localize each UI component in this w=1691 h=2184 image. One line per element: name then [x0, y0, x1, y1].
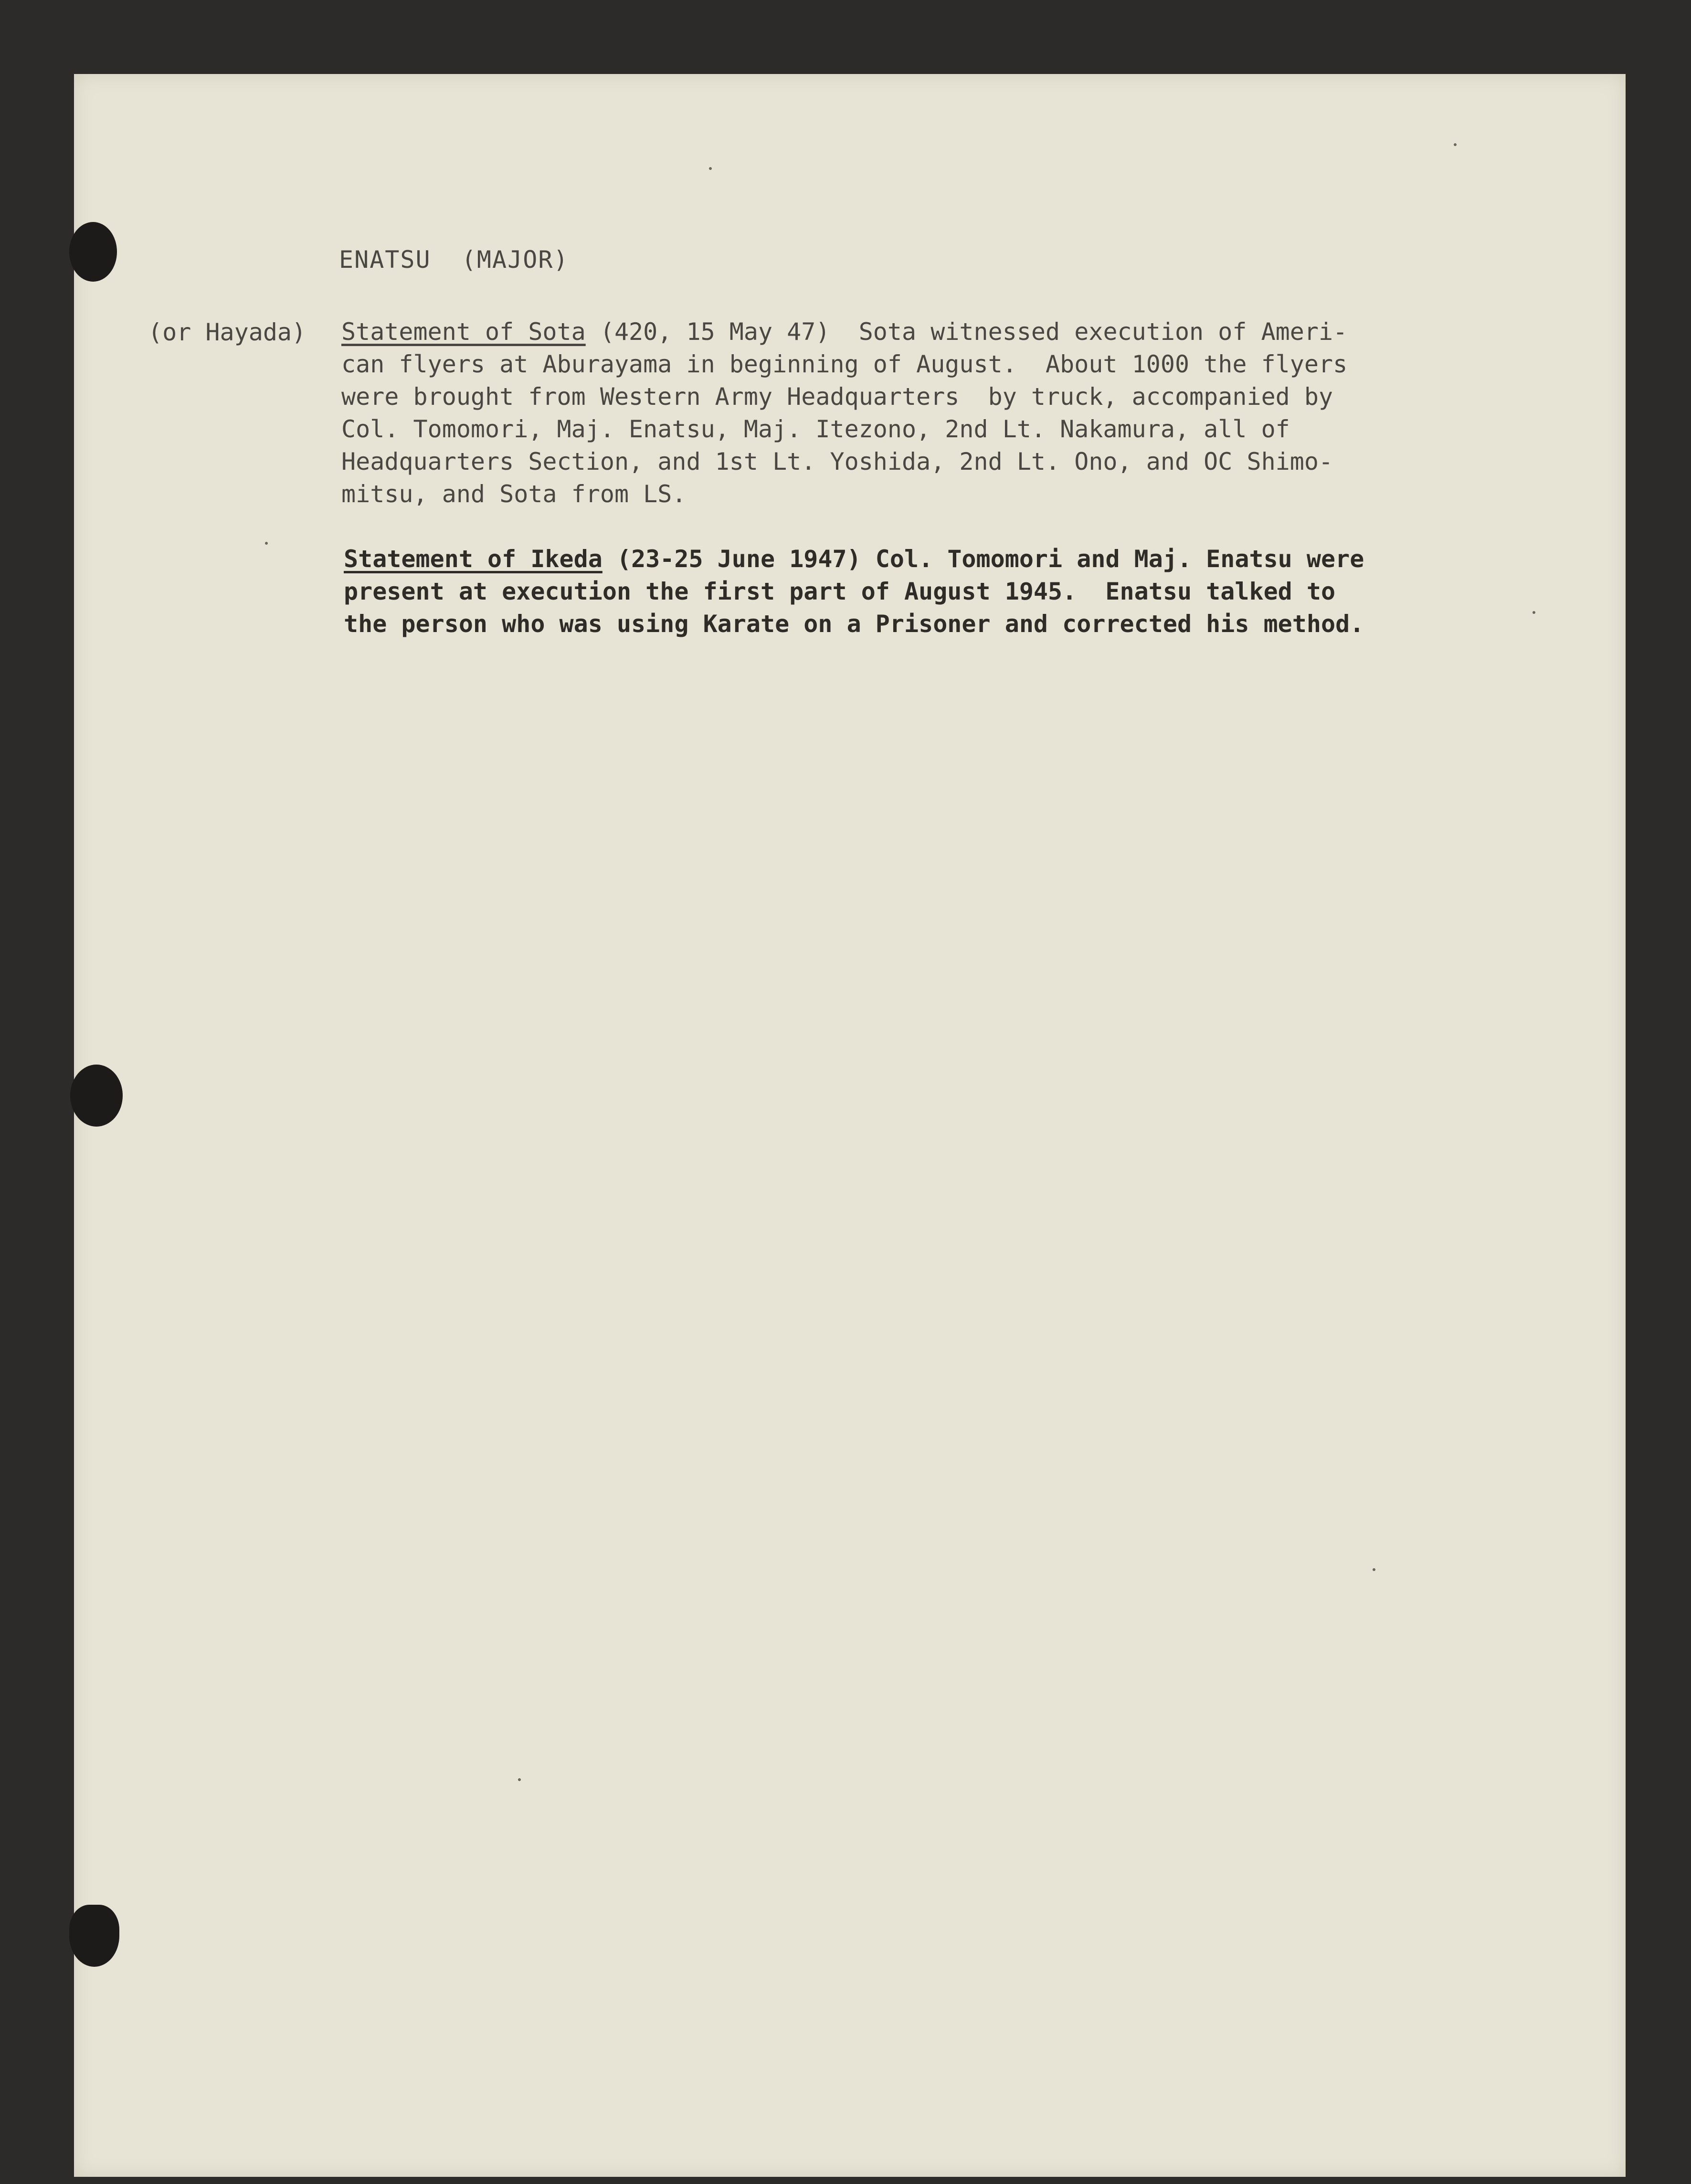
binder-hole-top — [69, 222, 117, 282]
statement-sota-line: mitsu, and Sota from LS. — [341, 480, 687, 508]
statement-sota-line: Col. Tomomori, Maj. Enatsu, Maj. Itezono, 2nd Lt. Nakamura, all of — [341, 415, 1290, 443]
paper-speck — [1454, 143, 1457, 146]
statement-ikeda-title: Statement of Ikeda — [344, 545, 602, 573]
paper-speck — [265, 542, 268, 545]
paper-speck — [709, 167, 712, 170]
binder-hole-middle — [70, 1065, 123, 1127]
paper-speck — [518, 1778, 521, 1781]
statement-ikeda-line: present at execution the first part of August 1945. Enatsu talked to — [344, 578, 1336, 605]
statement-sota-line: Headquarters Section, and 1st Lt. Yoshida, 2nd Lt. Ono, and OC Shimo- — [341, 448, 1333, 475]
statement-sota-line: can flyers at Aburayama in beginning of August. About 1000 the flyers — [341, 350, 1348, 378]
document-page — [74, 74, 1626, 2177]
paper-speck — [1532, 611, 1535, 614]
statement-sota-line: (420, 15 May 47) Sota witnessed execution of Ameri- — [585, 318, 1348, 346]
statement-ikeda — [344, 543, 1364, 640]
document-heading: ENATSU (MAJOR) — [339, 246, 569, 274]
paper-speck — [1373, 1568, 1375, 1571]
statement-sota — [341, 316, 1347, 510]
binder-hole-bottom — [69, 1905, 119, 1967]
statement-sota-title: Statement of Sota — [341, 318, 586, 346]
statement-sota-line: were brought from Western Army Headquarters by truck, accompanied by — [341, 383, 1333, 411]
margin-note: (or Hayada) — [148, 318, 306, 346]
statement-ikeda-line: the person who was using Karate on a Prisoner and corrected his method. — [344, 610, 1364, 638]
statement-ikeda-line: (23-25 June 1947) Col. Tomomori and Maj. Enatsu were — [602, 545, 1364, 573]
